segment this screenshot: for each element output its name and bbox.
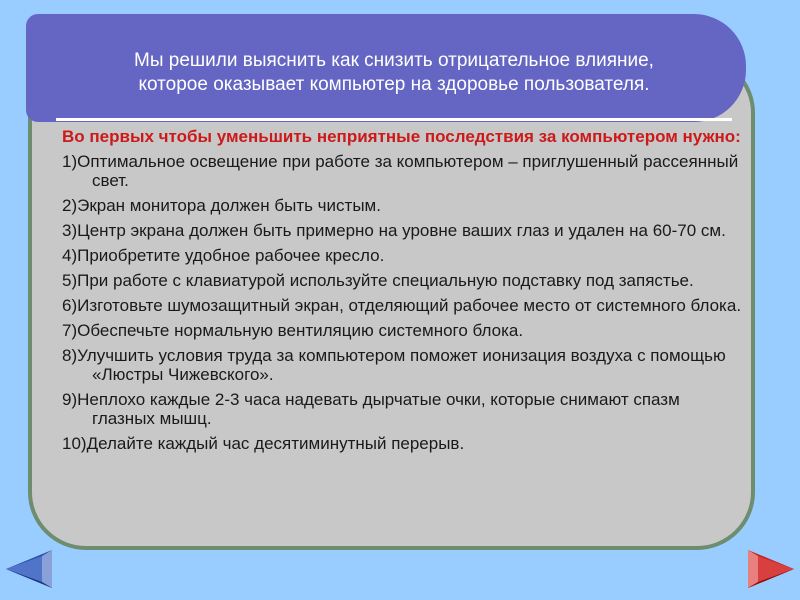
next-slide-button[interactable] bbox=[744, 546, 798, 592]
slide-title-line-2: которое оказывает компьютер на здоровье пользователя. bbox=[138, 74, 650, 95]
lead-text: Во первых чтобы уменьшить неприятные последствия за компьютером нужно: bbox=[62, 127, 741, 146]
slide-title-line-1: Мы решили выяснить как снизить отрицательное влияние, bbox=[134, 50, 654, 71]
list-item: 8)Улучшить условия труда за компьютером поможет ионизация воздуха с помощью «Люстры Чижевского». bbox=[62, 346, 726, 384]
title-underline bbox=[56, 118, 732, 121]
list-item: 1)Оптимальное освещение при работе за компьютером – приглушенный рассеянный свет. bbox=[62, 152, 739, 190]
list-item: 6)Изготовьте шумозащитный экран, отделяющий рабочее место от системного блока. bbox=[62, 296, 742, 315]
slide-title bbox=[56, 49, 732, 97]
triangle-left-icon bbox=[2, 546, 56, 592]
list-item: 9)Неплохо каждые 2-3 часа надевать дырчатые очки, которые снимают спазм глазных мышц. bbox=[62, 390, 680, 428]
list-item: 3)Центр экрана должен быть примерно на уровне ваших глаз и удален на 60-70 см. bbox=[62, 221, 726, 240]
list-item: 4)Приобретите удобное рабочее кресло. bbox=[62, 246, 385, 265]
list-item: 2)Экран монитора должен быть чистым. bbox=[62, 196, 381, 215]
previous-slide-button[interactable] bbox=[2, 546, 56, 592]
list-item: 10)Делайте каждый час десятиминутный перерыв. bbox=[62, 434, 465, 453]
title-banner bbox=[26, 14, 746, 122]
slide-body bbox=[62, 127, 742, 459]
list-item: 7)Обеспечьте нормальную вентиляцию системного блока. bbox=[62, 321, 524, 340]
triangle-right-icon bbox=[744, 546, 798, 592]
list-item: 5)При работе с клавиатурой используйте специальную подставку под запястье. bbox=[62, 271, 694, 290]
